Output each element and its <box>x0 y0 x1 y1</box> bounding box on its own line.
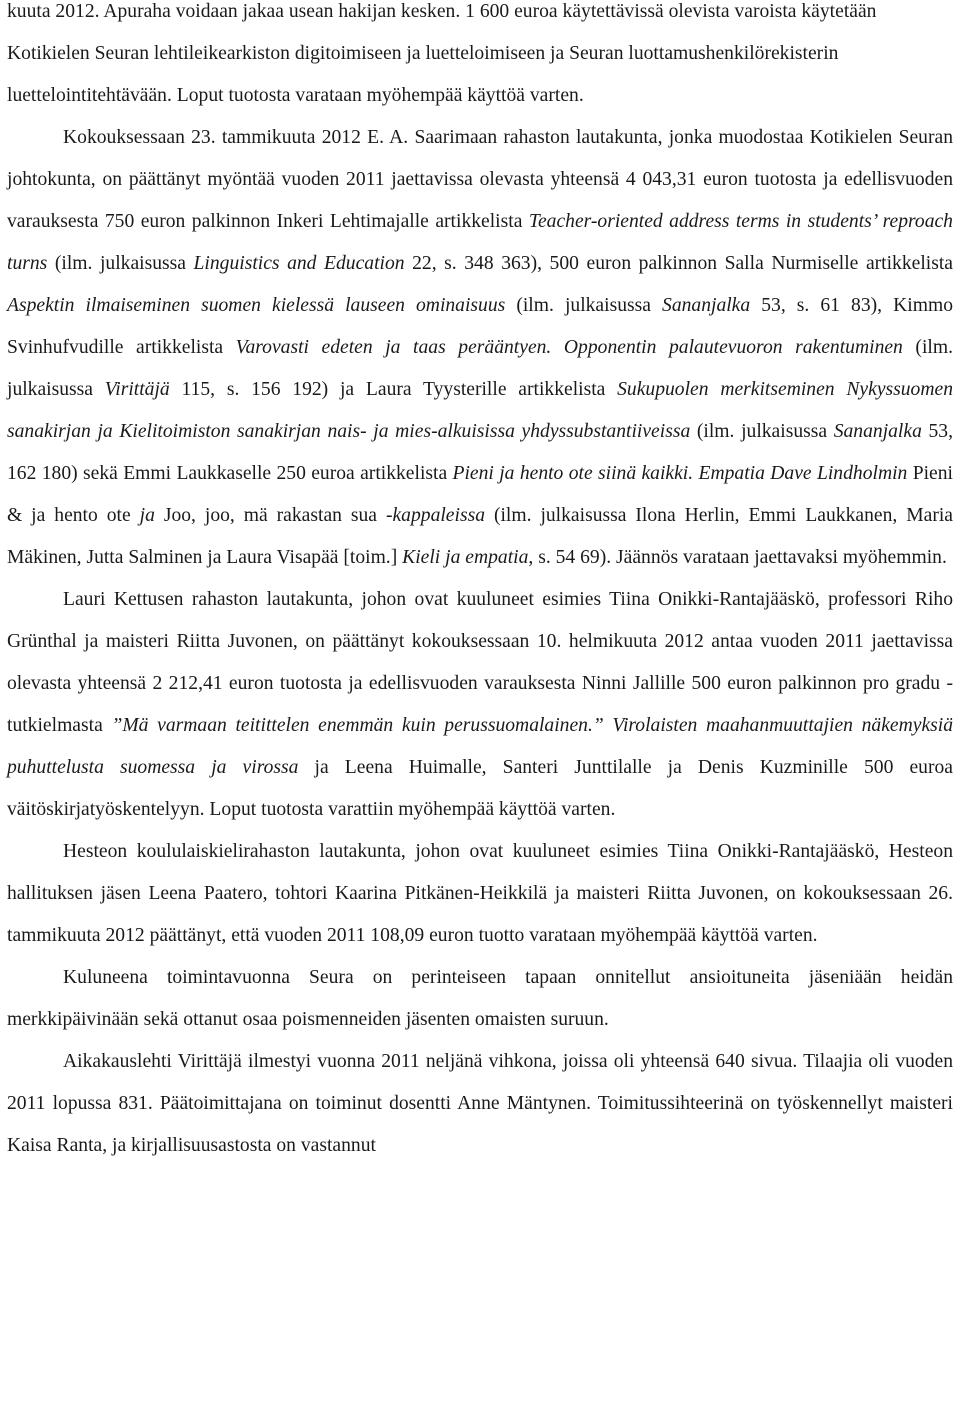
text-segment: Lauri Kettusen rahaston lautakunta, johon ovat kuuluneet esimies Tiina Onikki-Rantajääskö, professori Riho Grünthal ja maisteri Riitta Juvonen, on päättänyt kokouksessaan 10. helmikuuta 2012 antaa vuoden 2011 jaettavissa olevasta yhteensä 2 212,41 euron tuotosta ja edellisvuoden varauksesta Ninni Jallille 500 euron palkinnon pro gradu -tutkielmasta <box>7 589 953 736</box>
paragraph <box>7 579 953 831</box>
text-segment: 53, 162 180) sekä Emmi Laukkaselle 250 euroa artikkelista <box>7 421 954 484</box>
italic-text-segment: Aspektin ilmaiseminen suomen kielessä lauseen ominaisuus <box>7 295 506 316</box>
italic-text-segment: Sananjalka <box>662 295 751 316</box>
text-segment: Aikakauslehti Virittäjä ilmestyi vuonna 2011 neljänä vihkona, joissa oli yhteensä 640 sivua. Tilaajia oli vuoden 2011 lopussa 831. Päätoimittajana on toiminut dosentti Anne Mäntynen. Toimitussihteerinä on työskennellyt maisteri Kaisa Ranta, ja kirjallisuusastosta on vastannut <box>7 1051 953 1156</box>
italic-text-segment: ja <box>139 505 155 526</box>
paragraph <box>7 831 953 957</box>
text-segment: (ilm. julkaisussa <box>7 337 953 400</box>
italic-text-segment: ”Mä varmaan teitittelen enemmän kuin perussuomalainen.” Virolaisten maahanmuuttajien näkemyksiä puhuttelusta suomessa ja virossa <box>7 715 954 778</box>
document-page <box>7 0 953 1167</box>
italic-text-segment: Teacher-oriented address terms in students’ reproach turns <box>7 211 953 274</box>
text-segment: Kokouksessaan 23. tammikuuta 2012 E. A. Saarimaan rahaston lautakunta, jonka muodostaa Kotikielen Seuran johtokunta, on päättänyt myöntää vuoden 2011 jaettavissa olevasta yhteensä 4 043,31 euron tuotosta ja edellisvuoden varauksesta 750 euron palkinnon Inkeri Lehtimajalle artikkelista <box>7 127 953 232</box>
text-segment: kuuta 2012. Apuraha voidaan jakaa usean hakijan kesken. 1 600 euroa käytettävissä olevista varoista käytetään Kotikielen Seuran lehtileikearkiston digitoimiseen ja luetteloimiseen ja Seuran luottamushenkilörekisterin luettelointitehtävään. Loput tuotosta varataan myöhempää käyttöä varten. <box>7 1 877 106</box>
paragraph <box>7 117 953 579</box>
text-segment: (ilm. julkaisussa <box>47 253 194 274</box>
text-segment: 53, s. 61 83), Kimmo Svinhufvudille artikkelista <box>7 295 953 358</box>
paragraph <box>7 957 953 1041</box>
italic-text-segment: Sukupuolen merkitseminen Nykyssuomen sanakirjan ja Kielitoimiston sanakirjan nais- ja mies-alkuisissa yhdyssubstantiiveissa <box>7 379 953 442</box>
text-segment: 115, s. 156 192) ja Laura Tyysterille artikkelista <box>169 379 618 400</box>
text-segment: Pieni & ja hento ote <box>7 463 953 526</box>
text-segment: Kuluneena toimintavuonna Seura on perinteiseen tapaan onnitellut ansioituneita jäseniään heidän merkkipäivinään sekä ottanut osaa poismenneiden jäsenten omaisten suruun. <box>7 967 953 1030</box>
italic-text-segment: Sananjalka <box>833 421 922 442</box>
italic-text-segment: -kappaleissa <box>385 505 485 526</box>
text-segment: (ilm. julkaisussa <box>505 295 663 316</box>
italic-text-segment: Linguistics and Education <box>193 253 405 274</box>
italic-text-segment: Virittäjä <box>104 379 170 400</box>
italic-text-segment: Varovasti edeten ja taas perääntyen. Opponentin palautevuoron rakentuminen <box>235 337 903 358</box>
text-segment: Joo, joo, mä rakastan sua <box>154 505 386 526</box>
text-segment: (ilm. julkaisussa Ilona Herlin, Emmi Laukkanen, Maria Mäkinen, Jutta Salminen ja Laura Visapää [toim.] <box>7 505 953 568</box>
text-segment: ja Leena Huimalle, Santeri Junttilalle ja Denis Kuzminille 500 euroa väitöskirjatyöskentelyyn. Loput tuotosta varattiin myöhempää käyttöä varten. <box>7 757 953 820</box>
italic-text-segment: Kieli ja empatia <box>402 547 529 568</box>
text-segment: Hesteon koululaiskielirahaston lautakunta, johon ovat kuuluneet esimies Tiina Onikki-Rantajääskö, Hesteon hallituksen jäsen Leena Paatero, tohtori Kaarina Pitkänen-Heikkilä ja maisteri Riitta Juvonen, on kokouksessaan 26. tammikuuta 2012 päättänyt, että vuoden 2011 108,09 euron tuotto varataan myöhempää käyttöä varten. <box>7 841 953 946</box>
text-segment: , s. 54 69). Jäännös varataan jaettavaksi myöhemmin. <box>528 547 947 568</box>
paragraph <box>7 1041 953 1167</box>
paragraph <box>7 0 953 117</box>
text-segment: (ilm. julkaisussa <box>690 421 834 442</box>
italic-text-segment: Pieni ja hento ote siinä kaikki. Empatia Dave Lindholmin <box>452 463 908 484</box>
text-segment: 22, s. 348 363), 500 euron palkinnon Salla Nurmiselle artikkelista <box>404 253 953 274</box>
